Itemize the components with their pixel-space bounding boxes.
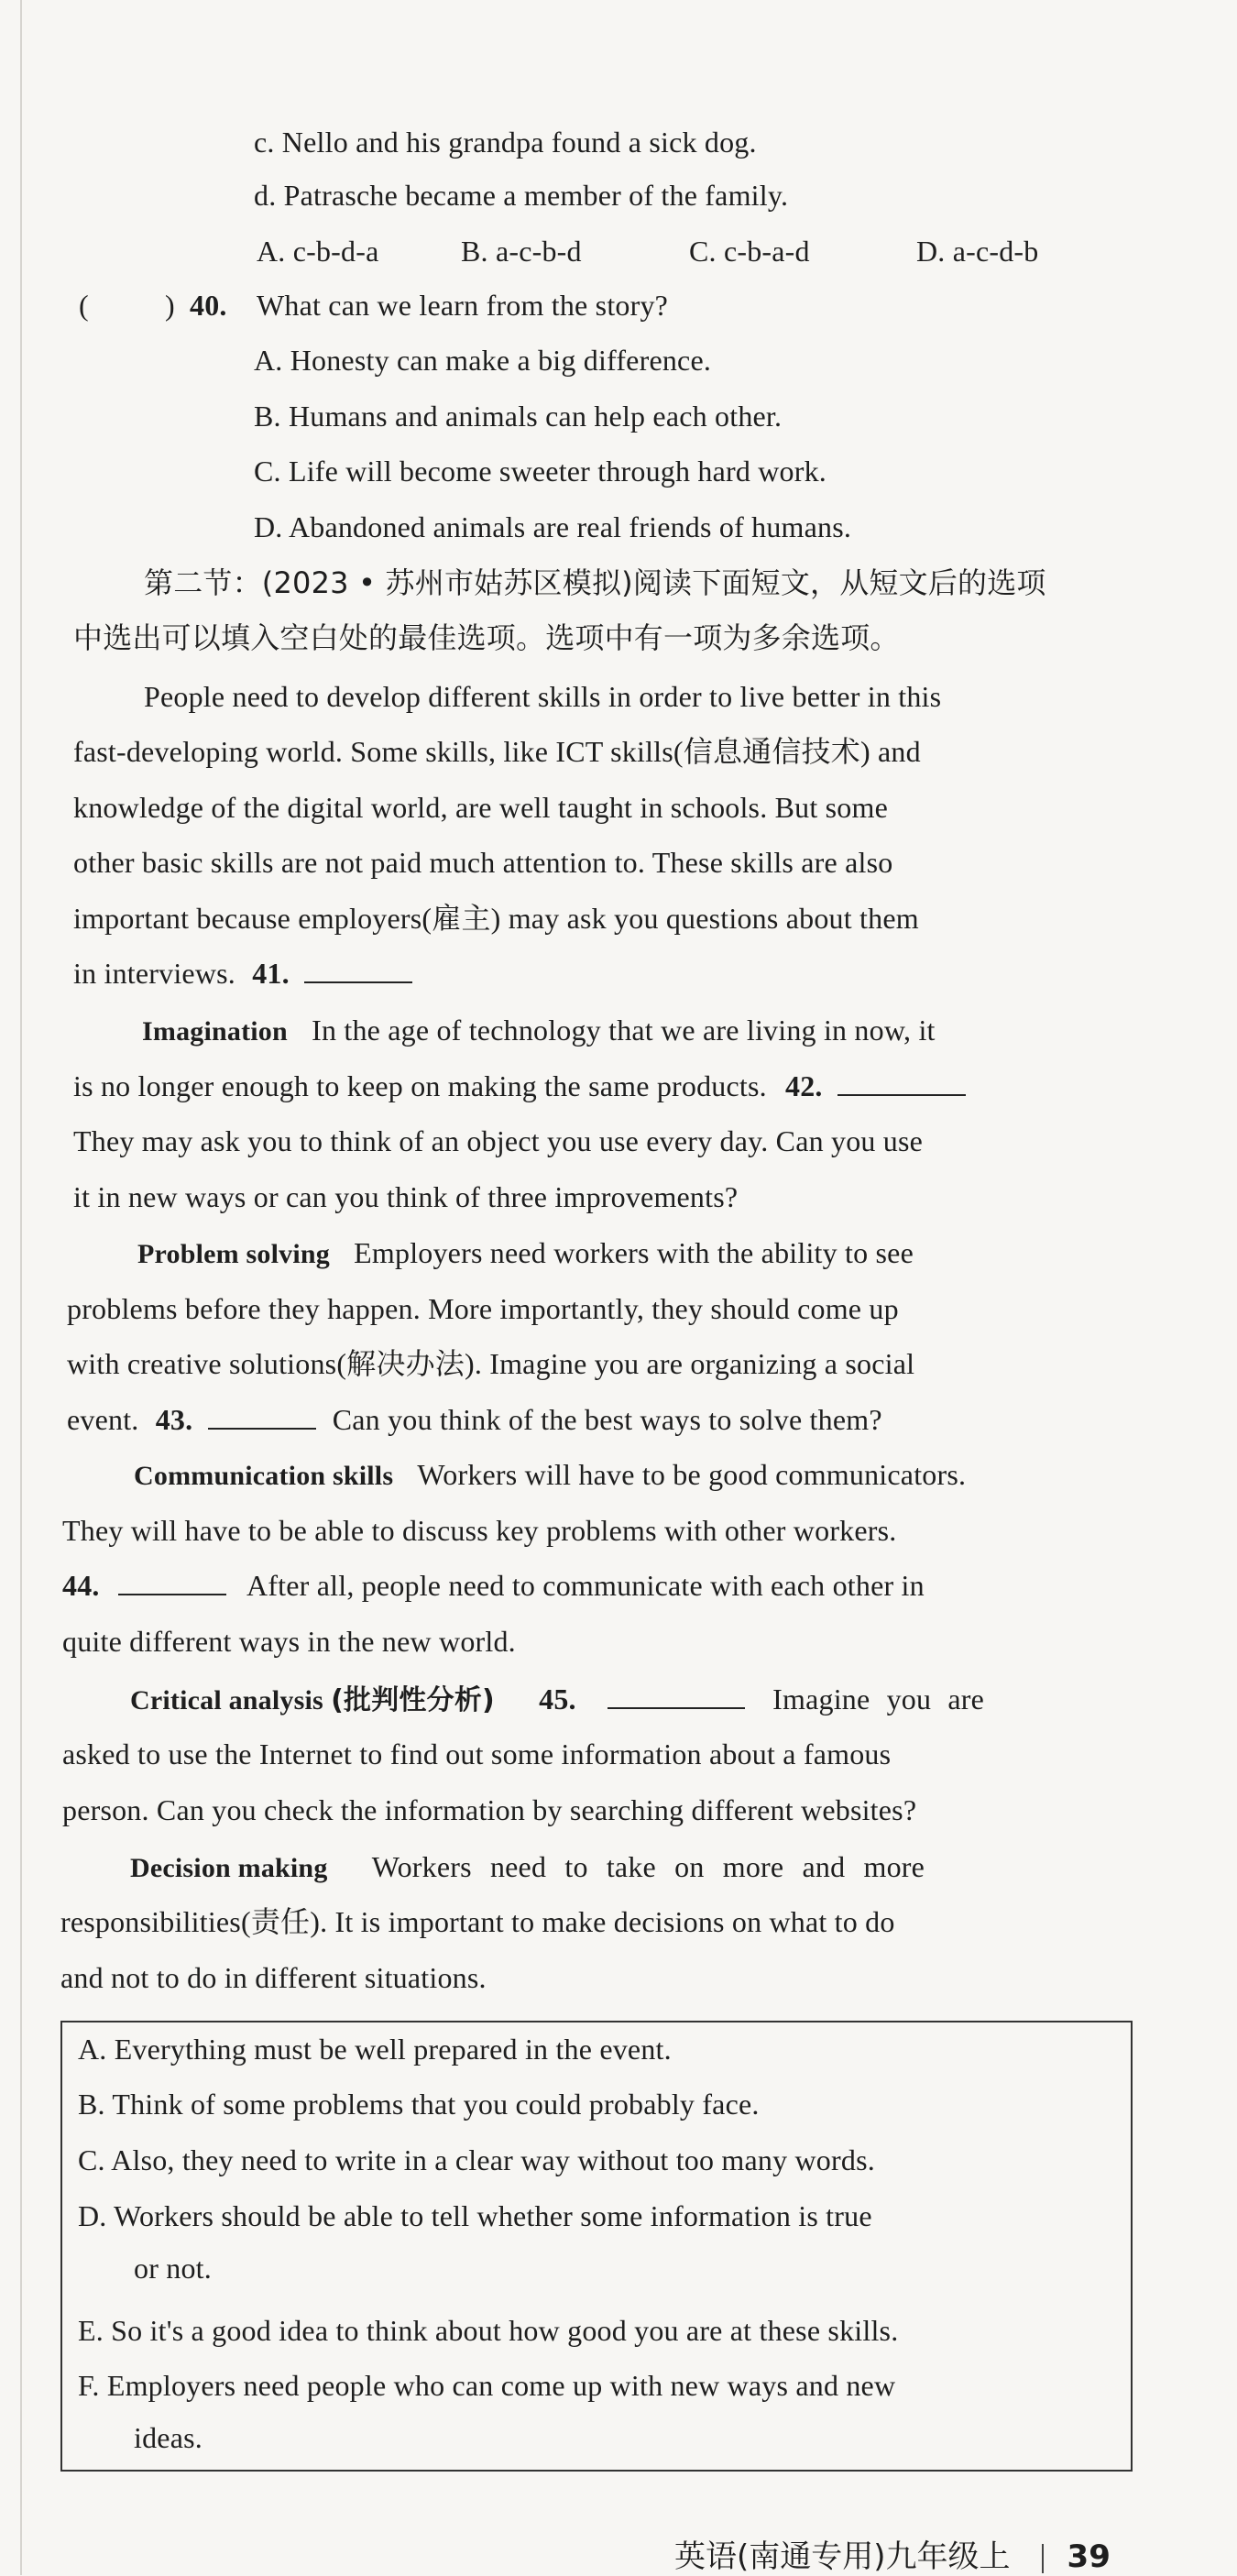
communication-heading: Communication skills bbox=[134, 1461, 394, 1491]
blank-43 bbox=[208, 1402, 316, 1430]
q40-number: 40. bbox=[190, 289, 227, 322]
box-option-a: A. Everything must be well prepared in the event. bbox=[78, 2033, 672, 2066]
blank-45-number: 45. bbox=[539, 1683, 576, 1716]
q39-option-d: D. a-c-d-b bbox=[916, 235, 1039, 268]
decision-line1 bbox=[130, 1848, 925, 1887]
q39-item-d: d. Patrasche became a member of the family. bbox=[254, 179, 789, 212]
box-option-d: D. Workers should be able to tell whether some information is true bbox=[78, 2199, 872, 2232]
box-option-c: C. Also, they need to write in a clear way without too many words. bbox=[78, 2143, 875, 2176]
box-option-f-cont: ideas. bbox=[134, 2421, 203, 2454]
box-option-e: E. So it's a good idea to think about how good you are at these skills. bbox=[78, 2314, 899, 2347]
critical-line3: person. Can you check the information by searching different websites? bbox=[62, 1793, 917, 1826]
page-number: 39 bbox=[1067, 2538, 1111, 2575]
critical-line2: asked to use the Internet to find out some information about a famous bbox=[62, 1737, 892, 1770]
imagination-line3: They may ask you to think of an object you use every day. Can you use bbox=[73, 1124, 924, 1157]
imagination-text-1: In the age of technology that we are living in now, it bbox=[312, 1014, 936, 1047]
blank-41 bbox=[304, 956, 412, 983]
critical-heading: Critical analysis bbox=[130, 1685, 323, 1716]
blank-44-number: 44. bbox=[62, 1569, 100, 1602]
imagination-heading: Imagination bbox=[142, 1016, 288, 1047]
passage-p1-line6 bbox=[73, 955, 412, 992]
imagination-line1 bbox=[142, 1012, 936, 1050]
problem-line4 bbox=[67, 1401, 882, 1438]
blank-41-number: 41. bbox=[252, 957, 290, 990]
critical-text-1: Imagine you are bbox=[772, 1683, 985, 1716]
page-edge bbox=[20, 0, 22, 2575]
problem-text-1: Employers need workers with the ability to see bbox=[354, 1236, 914, 1269]
imagination-line2 bbox=[73, 1068, 966, 1104]
footer-divider bbox=[1042, 2544, 1044, 2573]
answer-paren-open: ( bbox=[79, 289, 89, 322]
q40-option-c: C. Life will become sweeter through hard work. bbox=[254, 455, 827, 488]
passage-p1-line4: other basic skills are not paid much attention to. These skills are also bbox=[73, 846, 893, 879]
page-footer bbox=[674, 2531, 1111, 2576]
book-title: 英语(南通专用)九年级上 bbox=[674, 2538, 1011, 2575]
section2-instruction-line2: 中选出可以填入空白处的最佳选项。选项中有一项为多余选项。 bbox=[73, 620, 900, 655]
blank-42 bbox=[837, 1069, 966, 1096]
communication-line1 bbox=[134, 1456, 966, 1495]
decision-line2: responsibilities(责任). It is important to make decisions on what to do bbox=[60, 1905, 895, 1938]
blank-44 bbox=[118, 1568, 226, 1595]
problem-line1 bbox=[137, 1234, 914, 1273]
communication-line2: They will have to be able to discuss key problems with other workers. bbox=[62, 1514, 897, 1547]
problem-line2: problems before they happen. More importantly, they should come up bbox=[67, 1292, 899, 1325]
box-option-b: B. Think of some problems that you could probably face. bbox=[78, 2088, 760, 2121]
q39-option-b: B. a-c-b-d bbox=[461, 235, 582, 268]
q39-option-a: A. c-b-d-a bbox=[257, 235, 379, 268]
passage-p1-line3: knowledge of the digital world, are well taught in schools. But some bbox=[73, 791, 888, 824]
passage-p1-line1: People need to develop different skills in order to live better in this bbox=[144, 680, 942, 713]
imagination-line4: it in new ways or can you think of three improvements? bbox=[73, 1180, 739, 1213]
communication-line4: quite different ways in the new world. bbox=[62, 1625, 516, 1658]
communication-line3 bbox=[62, 1567, 925, 1604]
imagination-text-2: is no longer enough to keep on making the same products. bbox=[73, 1069, 767, 1102]
decision-line3: and not to do in different situations. bbox=[60, 1961, 487, 1994]
box-option-f: F. Employers need people who can come up with new ways and new bbox=[78, 2369, 896, 2402]
blank-43-number: 43. bbox=[155, 1403, 193, 1436]
passage-p1-line2: fast-developing world. Some skills, like ICT skills(信息通信技术) and bbox=[73, 735, 921, 768]
blank-45 bbox=[608, 1682, 745, 1709]
problem-solving-heading: Problem solving bbox=[137, 1239, 330, 1269]
q40-option-a: A. Honesty can make a big difference. bbox=[254, 344, 712, 377]
decision-text-1: Workers need to take on more and more bbox=[371, 1850, 925, 1883]
passage-p1-line5: important because employers(雇主) may ask you questions about them bbox=[73, 902, 919, 935]
q40-option-d: D. Abandoned animals are real friends of humans. bbox=[254, 510, 852, 543]
blank-42-number: 42. bbox=[785, 1069, 823, 1102]
box-option-d-cont: or not. bbox=[134, 2252, 212, 2285]
problem-line3: with creative solutions(解决办法). Imagine you are organizing a social bbox=[67, 1347, 915, 1380]
q39-option-c: C. c-b-a-d bbox=[689, 235, 810, 268]
answer-paren-close: ) bbox=[165, 289, 175, 322]
passage-p1-line6-text: in interviews. bbox=[73, 957, 235, 990]
decision-heading: Decision making bbox=[130, 1853, 328, 1883]
problem-text-4b: Can you think of the best ways to solve them? bbox=[332, 1403, 882, 1436]
q40-stem: What can we learn from the story? bbox=[257, 289, 669, 322]
problem-text-4a: event. bbox=[67, 1403, 139, 1436]
section2-instruction-line1: 第二节：(2023 • 苏州市姑苏区模拟)阅读下面短文，从短文后的选项 bbox=[144, 565, 1046, 600]
communication-text-1: Workers will have to be good communicators. bbox=[417, 1458, 967, 1491]
communication-text-3: After all, people need to communicate with each other in bbox=[246, 1569, 925, 1602]
q40-option-b: B. Humans and animals can help each other. bbox=[254, 400, 783, 433]
q39-item-c: c. Nello and his grandpa found a sick dog. bbox=[254, 126, 757, 159]
critical-line1 bbox=[130, 1681, 984, 1719]
critical-heading-cn: (批判性分析) bbox=[331, 1684, 495, 1716]
